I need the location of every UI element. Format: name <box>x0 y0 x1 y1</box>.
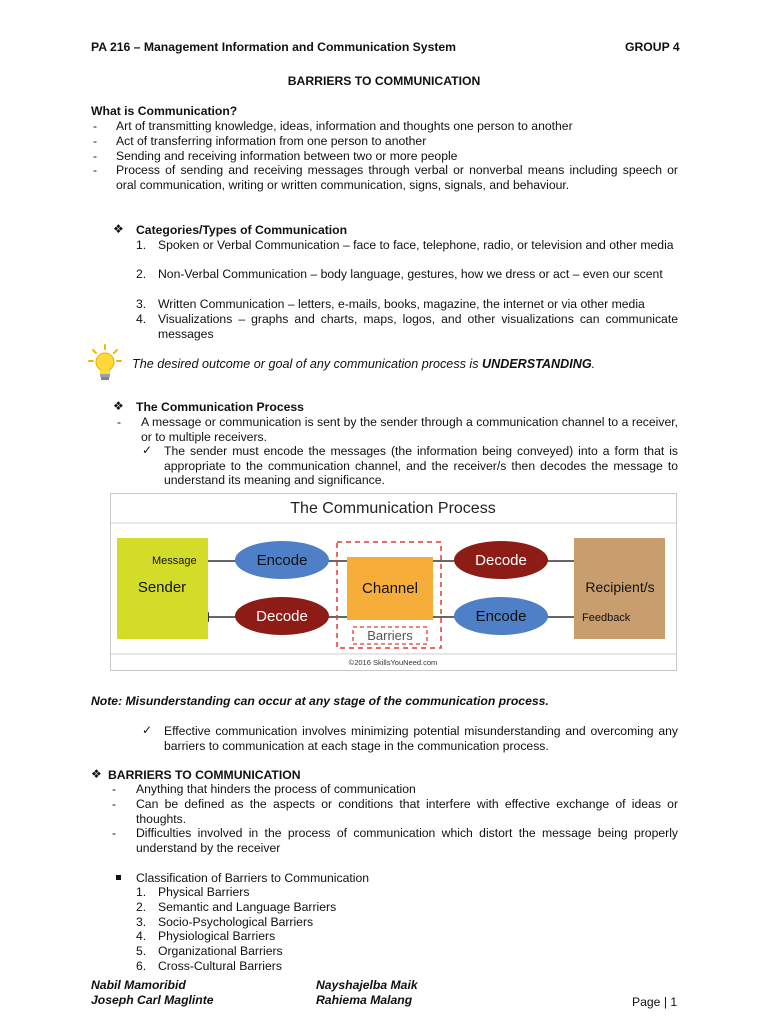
list-number: 3. <box>136 915 147 929</box>
encode-label-top: Encode <box>256 552 308 569</box>
barriers-heading: BARRIERS TO COMMUNICATION <box>108 768 301 782</box>
page-number: Page | 1 <box>632 995 678 1009</box>
diagram-title: The Communication Process <box>290 500 496 517</box>
diagram-credit: ©2016 SkillsYouNeed.com <box>348 658 438 667</box>
list-number: 1. <box>136 885 147 899</box>
goal-period: . <box>591 357 596 371</box>
recipient-label: Recipient/s <box>585 579 655 595</box>
list-item: Sending and receiving information between two or more people <box>116 149 458 163</box>
barriers-label: Barriers <box>367 628 413 643</box>
list-item: Spoken or Verbal Communication – face to face, telephone, radio, or television and other media <box>158 238 674 252</box>
square-bullet-icon <box>116 875 121 880</box>
diamond-bullet-icon: ❖ <box>113 399 124 413</box>
list-item: Process of sending and receiving messages through verbal or nonverbal means including speech or oral communication, writing or written communication, signs, signals, and behaviour. <box>116 163 678 192</box>
dash-bullet: - <box>112 826 117 840</box>
dash-bullet: - <box>93 149 98 163</box>
author-name: Nabil Mamoribid <box>91 978 186 992</box>
dash-bullet: - <box>93 134 98 148</box>
checkmark-icon: ✓ <box>142 723 153 737</box>
feedback-label: Feedback <box>582 612 631 624</box>
list-item: Organizational Barriers <box>158 944 283 958</box>
author-name: Rahiema Malang <box>316 993 413 1007</box>
dash-bullet: - <box>112 782 117 796</box>
diamond-bullet-icon: ❖ <box>91 767 102 781</box>
list-item: Cross-Cultural Barriers <box>158 959 282 973</box>
list-item: Difficulties involved in the process of communication which distort the message being properly understand by the receiver <box>136 826 678 855</box>
goal-statement <box>132 357 595 372</box>
goal-text: The desired outcome or goal of any communication process is <box>132 357 482 371</box>
dash-bullet: - <box>93 119 98 133</box>
list-number: 2. <box>136 267 147 281</box>
list-item: Art of transmitting knowledge, ideas, information and thoughts one person to another <box>116 119 573 133</box>
decode-label-bottom: Decode <box>256 608 308 625</box>
list-number: 5. <box>136 944 147 958</box>
sender-label: Sender <box>137 579 187 596</box>
group-label: GROUP 4 <box>625 40 680 54</box>
list-item: A message or communication is sent by the sender through a communication channel to a receiver, or to multiple receivers. <box>141 415 678 444</box>
what-is-heading: What is Communication? <box>91 104 238 118</box>
list-item: The sender must encode the messages (the information being conveyed) into a form that is appropriate to the communication channel, and the receiver/s then decodes the message to understand its meaning and significance. <box>164 444 678 488</box>
classification-heading: Classification of Barriers to Communication <box>136 871 370 885</box>
process-heading: The Communication Process <box>136 400 304 414</box>
author-name: Joseph Carl Maglinte <box>91 993 214 1007</box>
list-number: 6. <box>136 959 147 973</box>
list-item: Socio-Psychological Barriers <box>158 915 314 929</box>
checkmark-icon: ✓ <box>142 443 153 457</box>
list-item: Physical Barriers <box>158 885 250 899</box>
list-number: 3. <box>136 297 147 311</box>
list-number: 2. <box>136 900 147 914</box>
communication-process-diagram <box>110 493 677 671</box>
dash-bullet: - <box>93 163 98 177</box>
list-item: Can be defined as the aspects or conditions that interfere with effective exchange of ideas or thoughts. <box>136 797 678 826</box>
dash-bullet: - <box>112 797 117 811</box>
list-item: Effective communication involves minimizing potential misunderstanding and overcoming any barriers to communication at each stage in the communication process. <box>164 724 678 753</box>
encode-label-bottom: Encode <box>475 608 527 625</box>
channel-label: Channel <box>362 580 418 597</box>
lightbulb-icon <box>88 343 122 383</box>
list-item: Visualizations – graphs and charts, maps, logos, and other visualizations can communicate messages <box>158 312 678 341</box>
list-item: Physiological Barriers <box>158 929 276 943</box>
decode-label-top: Decode <box>475 552 527 569</box>
list-item: Anything that hinders the process of communication <box>136 782 416 796</box>
course-header: PA 216 – Management Information and Communication System <box>91 40 457 54</box>
goal-emphasis: UNDERSTANDING <box>482 357 592 371</box>
list-number: 4. <box>136 929 147 943</box>
note: Note: Misunderstanding can occur at any stage of the communication process. <box>91 694 549 708</box>
list-item: Written Communication – letters, e-mails, books, magazine, the internet or via other media <box>158 297 645 311</box>
dash-bullet: - <box>117 415 122 429</box>
page-title: BARRIERS TO COMMUNICATION <box>287 74 481 88</box>
list-item: Act of transferring information from one person to another <box>116 134 427 148</box>
author-name: Nayshajelba Maik <box>316 978 418 992</box>
message-label: Message <box>152 555 197 567</box>
list-item: Non-Verbal Communication – body language, gestures, how we dress or act – even our scent <box>158 267 663 281</box>
list-item: Semantic and Language Barriers <box>158 900 337 914</box>
diamond-bullet-icon: ❖ <box>113 222 124 236</box>
categories-heading: Categories/Types of Communication <box>136 223 348 237</box>
list-number: 1. <box>136 238 147 252</box>
list-number: 4. <box>136 312 147 326</box>
